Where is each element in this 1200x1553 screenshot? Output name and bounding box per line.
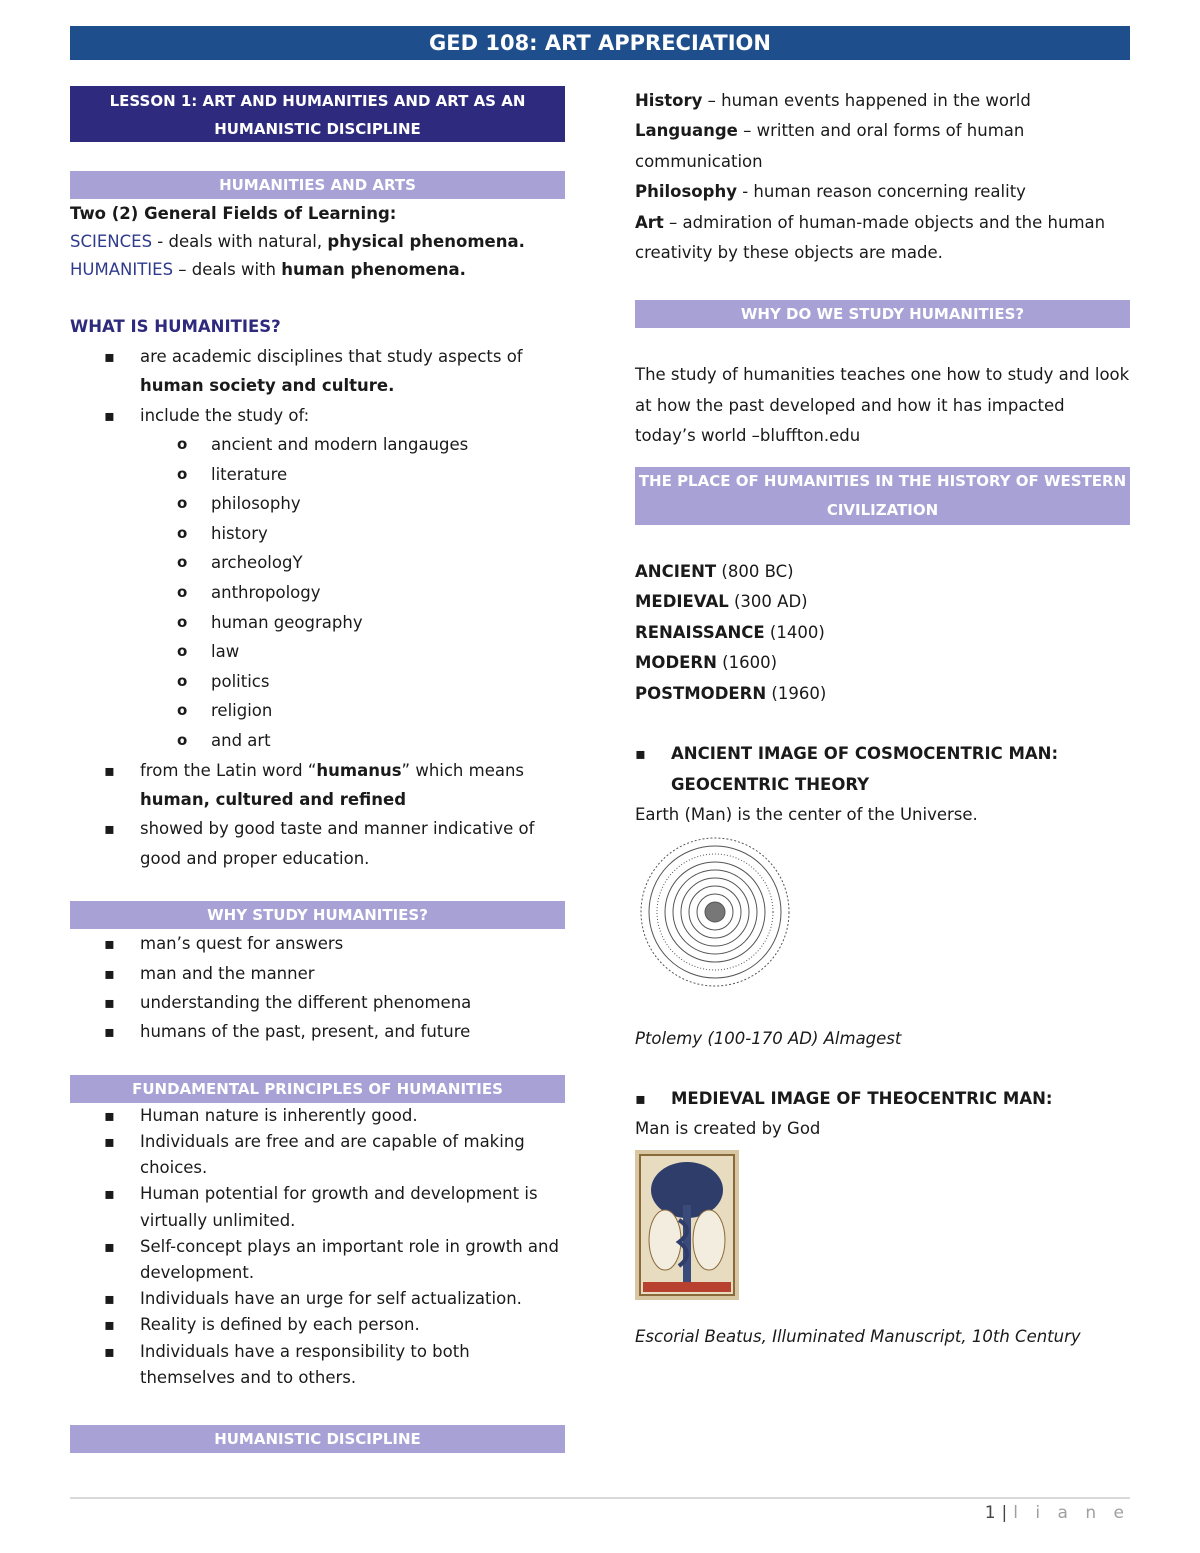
footer-separator: |: [1001, 1503, 1008, 1523]
definition-row: [635, 177, 1130, 207]
why-study-item: ▪ man’s quest for answers: [70, 929, 565, 958]
humanities-bold: human phenomena.: [281, 260, 466, 280]
sciences-definition: [70, 228, 565, 256]
list-item: [70, 342, 565, 401]
era-year: (1600): [716, 653, 778, 673]
era-row: [635, 587, 1130, 617]
medieval-text: Man is created by God: [635, 1119, 821, 1139]
list-item: ▪ ANCIENT IMAGE OF COSMOCENTRIC MAN: GEOCENTRIC THEORY: [635, 739, 1130, 800]
era-name: POSTMODERN: [635, 683, 767, 703]
era-name: RENAISSANCE: [635, 622, 765, 642]
list-item: [70, 756, 565, 815]
definition-text: – admiration of human-made objects and the human creativity by these objects are made.: [635, 212, 1106, 263]
principle-item: ▪ Human potential for growth and development is virtually unlimited.: [70, 1181, 565, 1233]
what-bullet-2-text: include the study of:: [140, 405, 310, 425]
latin-meaning: human, cultured and refined: [140, 789, 407, 809]
principle-item: ▪ Reality is defined by each person.: [70, 1312, 565, 1338]
era-row: [635, 648, 1130, 678]
section-humanistic-discipline: HUMANISTIC DISCIPLINE: [70, 1425, 565, 1453]
taste-text: showed by good taste and manner indicative of good and proper education.: [140, 819, 535, 868]
two-fields-label: Two (2) General Fields of Learning:: [70, 204, 397, 223]
section-why-study: WHY STUDY HUMANITIES?: [70, 901, 565, 929]
sciences-label: SCIENCES: [70, 232, 153, 252]
latin-text-a: from the Latin word “: [140, 760, 317, 780]
eras-list: [635, 557, 1130, 709]
beatus-caption: Escorial Beatus, Illuminated Manuscript, 10th Century: [635, 1327, 1081, 1347]
why-study-item: ▪ man and the manner: [70, 959, 565, 988]
principle-item: ▪ Individuals have an urge for self actualization.: [70, 1286, 565, 1312]
right-column: [635, 86, 1130, 1352]
lesson-heading: LESSON 1: ART AND HUMANITIES AND ART AS AN HUMANISTIC DISCIPLINE: [70, 86, 565, 142]
principle-item: ▪ Human nature is inherently good.: [70, 1103, 565, 1129]
principle-item: ▪ Self-concept plays an important role in growth and development.: [70, 1234, 565, 1286]
left-column: [70, 86, 565, 1453]
definition-term: History: [635, 91, 703, 110]
definition-term: Languange: [635, 121, 738, 141]
list-item: [70, 814, 565, 873]
list-item: ▪ MEDIEVAL IMAGE OF THEOCENTRIC MAN:: [635, 1084, 1130, 1115]
study-item: o law: [70, 637, 565, 667]
era-name: MEDIEVAL: [635, 592, 729, 612]
page-footer: [985, 1503, 1130, 1523]
list-item: [70, 401, 565, 756]
era-row: [635, 679, 1130, 709]
era-row: [635, 618, 1130, 648]
what-is-list: [70, 342, 565, 873]
principle-item: ▪ Individuals are free and are capable of making choices.: [70, 1129, 565, 1181]
beatus-manuscript-image: [635, 1150, 739, 1300]
latin-word: humanus: [316, 760, 402, 780]
author-name: l i a n e: [1013, 1503, 1130, 1523]
era-year: (1960): [766, 683, 827, 703]
ptolemy-diagram-image: [635, 834, 803, 994]
definition-text: – human events happened in the world: [702, 91, 1031, 110]
humanities-definition: [70, 256, 565, 284]
principle-item: ▪ Individuals have a responsibility to both themselves and to others.: [70, 1339, 565, 1391]
study-item: o human geography: [70, 608, 565, 638]
section-place-of-humanities: THE PLACE OF HUMANITIES IN THE HISTORY OF WESTERN CIVILIZATION: [635, 467, 1130, 525]
definition-text: – written and oral forms of human communication: [635, 121, 1025, 171]
study-item: o politics: [70, 667, 565, 697]
definition-row: [635, 86, 1130, 116]
definition-term: Philosophy: [635, 182, 737, 202]
why-study-item: ▪ understanding the different phenomena: [70, 988, 565, 1017]
definition-term: Art: [635, 212, 664, 232]
study-item: o religion: [70, 696, 565, 726]
section-principles: FUNDAMENTAL PRINCIPLES OF HUMANITIES: [70, 1075, 565, 1103]
why-study-list: [70, 929, 565, 1047]
era-year: (300 AD): [728, 592, 808, 612]
study-item: o and art: [70, 726, 565, 756]
page-number: 1: [984, 1503, 996, 1523]
era-year: (1400): [764, 622, 825, 642]
ancient-list: [635, 739, 1130, 800]
humanities-label: HUMANITIES: [70, 260, 174, 280]
sciences-text: - deals with natural,: [152, 232, 328, 252]
what-bullet-1-bold: human society and culture.: [140, 376, 395, 396]
humanities-text: – deals with: [173, 260, 282, 280]
footer-divider: [70, 1497, 1130, 1499]
latin-text-c: ” which means: [401, 760, 525, 780]
definition-text: - human reason concerning reality: [736, 182, 1026, 202]
study-item: o archeologY: [70, 548, 565, 578]
era-row: [635, 557, 1130, 587]
section-humanities-arts: HUMANITIES AND ARTS: [70, 171, 565, 199]
ancient-text: Earth (Man) is the center of the Universe.: [635, 805, 978, 825]
era-name: MODERN: [635, 653, 717, 673]
principles-list: [70, 1103, 565, 1391]
study-item: o ancient and modern langauges: [70, 430, 565, 460]
why-study-item: ▪ humans of the past, present, and future: [70, 1017, 565, 1046]
why-we-study-text: The study of humanities teaches one how to study and look at how the past developed and how it has impacted today’s world –bluffton.edu: [635, 365, 1130, 446]
study-item: o history: [70, 519, 565, 549]
study-list: [140, 430, 565, 756]
section-why-we-study: WHY DO WE STUDY HUMANITIES?: [635, 300, 1130, 328]
medieval-list: [635, 1084, 1130, 1115]
era-year: (800 BC): [716, 561, 794, 581]
document-title: GED 108: ART APPRECIATION: [70, 26, 1130, 60]
era-name: ANCIENT: [635, 561, 717, 581]
sciences-bold: physical phenomena.: [327, 232, 525, 252]
study-item: o philosophy: [70, 489, 565, 519]
definition-row: [635, 208, 1130, 269]
what-bullet-1-text: are academic disciplines that study aspects of: [140, 346, 523, 366]
definition-row: [635, 116, 1130, 177]
study-item: o anthropology: [70, 578, 565, 608]
ptolemy-caption: Ptolemy (100-170 AD) Almagest: [635, 1029, 902, 1049]
definitions-list: [635, 86, 1130, 268]
study-item: o literature: [70, 460, 565, 490]
what-is-humanities-heading: WHAT IS HUMANITIES?: [70, 317, 281, 337]
